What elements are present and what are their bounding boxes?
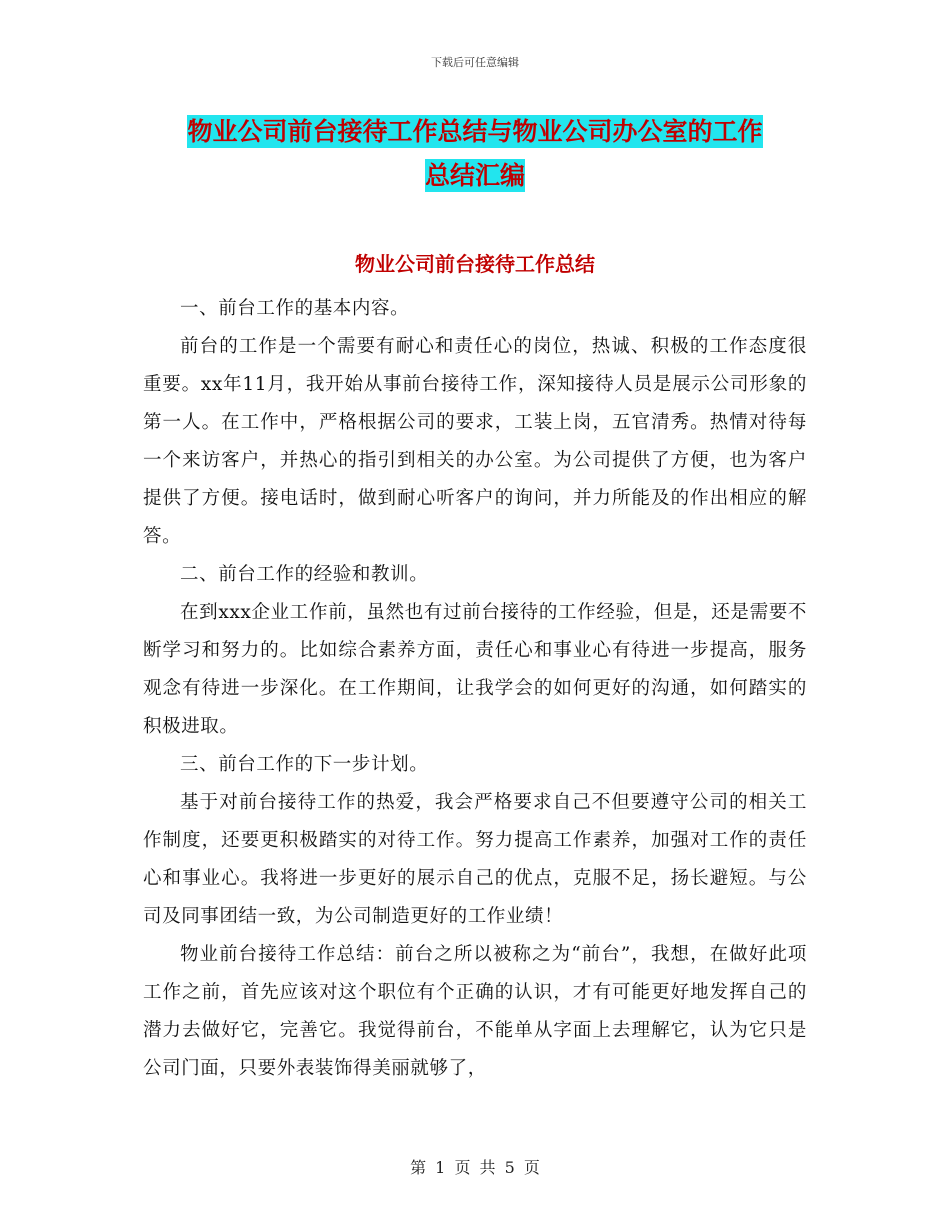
section-title: 物业公司前台接待工作总结 [355, 252, 595, 276]
paragraph: 一、前台工作的基本内容。 [180, 298, 410, 319]
page-footer: 第 1 页 共 5 页 [410, 1158, 540, 1177]
document-title [143, 110, 807, 198]
document-title-line-1: 物业公司前台接待工作总结与物业公司办公室的工作 [187, 117, 763, 146]
paragraph: 二、前台工作的经验和教训。 [180, 564, 429, 585]
paragraph: 三、前台工作的下一步计划。 [180, 754, 429, 775]
paragraph: 基于对前台接待工作的热爱，我会严格要求自己不但要遵守公司的相关工作制度，还要更积极踏实的对待工作。努力提高工作素养，加强对工作的责任心和事业心。我将进一步更好的展示自己的优点，克服不足，扬长避短。与公司及同事团结一致，为公司制造更好的工作业绩！ [143, 792, 807, 927]
page-header-note: 下载后可任意编辑 [431, 56, 519, 69]
document-title-line-2: 总结汇编 [424, 161, 525, 190]
paragraph: 物业前台接待工作总结：前台之所以被称之为“前台”，我想，在做好此项工作之前，首先应该对这个职位有个正确的认识，才有可能更好地发挥自己的潜力去做好它，完善它。我觉得前台，不能单从字面上去理解它，认为它只是公司门面，只要外表装饰得美丽就够了， [143, 944, 807, 1079]
paragraph: 在到xxx企业工作前，虽然也有过前台接待的工作经验，但是，还是需要不断学习和努力的。比如综合素养方面，责任心和事业心有待进一步提高，服务观念有待进一步深化。在工作期间，让我学会的如何更好的沟通，如何踏实的积极进取。 [143, 602, 807, 737]
document-body [143, 290, 807, 1088]
paragraph: 前台的工作是一个需要有耐心和责任心的岗位，热诚、积极的工作态度很重要。xx年11月，我开始从事前台接待工作，深知接待人员是展示公司形象的第一人。在工作中，严格根据公司的要求，工装上岗，五官清秀。热情对待每一个来访客户，并热心的指引到相关的办公室。为公司提供了方便，也为客户提供了方便。接电话时，做到耐心听客户的询问，并力所能及的作出相应的解答。 [143, 336, 807, 547]
